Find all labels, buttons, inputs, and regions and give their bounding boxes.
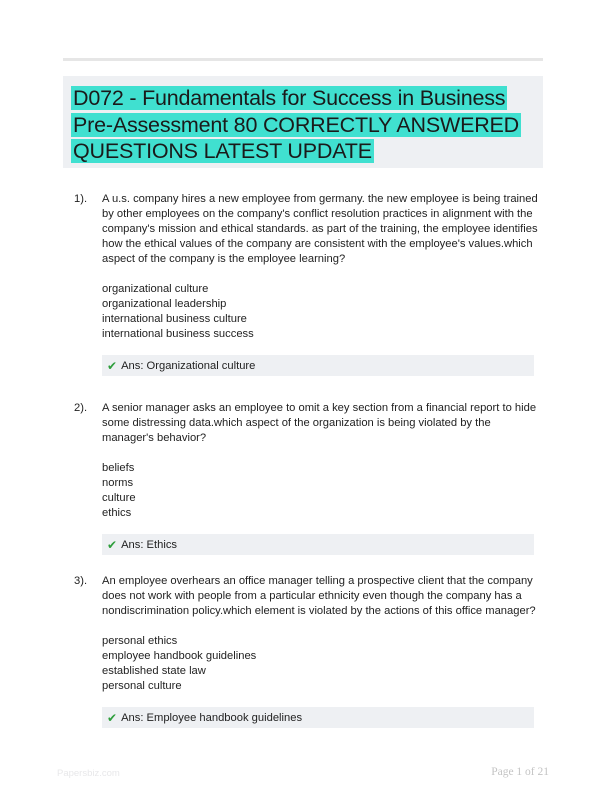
question-number: 1). [74, 193, 88, 205]
option: organizational culture [102, 283, 209, 295]
title-line-1: D072 - Fundamentals for Success in Business [73, 86, 506, 110]
question-1 [72, 192, 542, 401]
answer-box [102, 707, 534, 728]
answer-text: Ans: Ethics [121, 538, 178, 551]
answer-box [102, 355, 534, 376]
question-2 [72, 401, 542, 574]
option: personal ethics [102, 635, 178, 647]
page-number: Page 1 of 21 [491, 766, 549, 778]
watermark: Papersbiz.com [57, 768, 120, 779]
answer-text: Ans: Organizational culture [121, 359, 256, 372]
option: organizational leadership [102, 298, 227, 310]
title-box [63, 76, 543, 168]
option-list [102, 282, 542, 342]
question-list [72, 192, 542, 724]
question-number: 3). [74, 575, 88, 587]
top-divider [63, 58, 543, 61]
option: established state law [102, 665, 206, 677]
option-list [102, 461, 542, 521]
option: international business culture [102, 313, 247, 325]
answer-text: Ans: Employee handbook guidelines [121, 711, 303, 724]
option: international business success [102, 328, 254, 340]
question-number: 2). [74, 402, 88, 414]
title-line-2: Pre-Assessment 80 CORRECTLY ANSWERED [73, 112, 520, 137]
answer-box [102, 534, 534, 555]
option: personal culture [102, 680, 182, 692]
question-3 [72, 574, 542, 724]
option: ethics [102, 507, 132, 519]
option: norms [102, 477, 134, 489]
option: employee handbook guidelines [102, 650, 257, 662]
title-line-3: QUESTIONS LATEST UPDATE [73, 139, 372, 163]
checkmark-icon: ✔ [107, 710, 118, 725]
question-text: A u.s. company hires a new employee from germany. the new employee is being trained by other employees on the company's conflict resolution practices in alignment with the company's mission and ethical standards. as part of the training, the employee identifies how the ethical values of the company are consistent with the employee's values.which aspect of the company is the employee learning? [102, 193, 538, 265]
option-list [102, 634, 542, 694]
question-text: An employee overhears an office manager telling a prospective client that the company does not work with people from a particular ethnicity even though the company has a nondiscrimination policy.which element is violated by the actions of this office manager? [102, 575, 536, 617]
option: culture [102, 492, 136, 504]
option: beliefs [102, 462, 135, 474]
checkmark-icon: ✔ [107, 537, 118, 552]
question-text: A senior manager asks an employee to omit a key section from a financial report to hide some distressing data.which aspect of the organization is being violated by the manager's behavior? [102, 402, 537, 444]
checkmark-icon: ✔ [107, 358, 118, 373]
document-title [71, 85, 535, 165]
